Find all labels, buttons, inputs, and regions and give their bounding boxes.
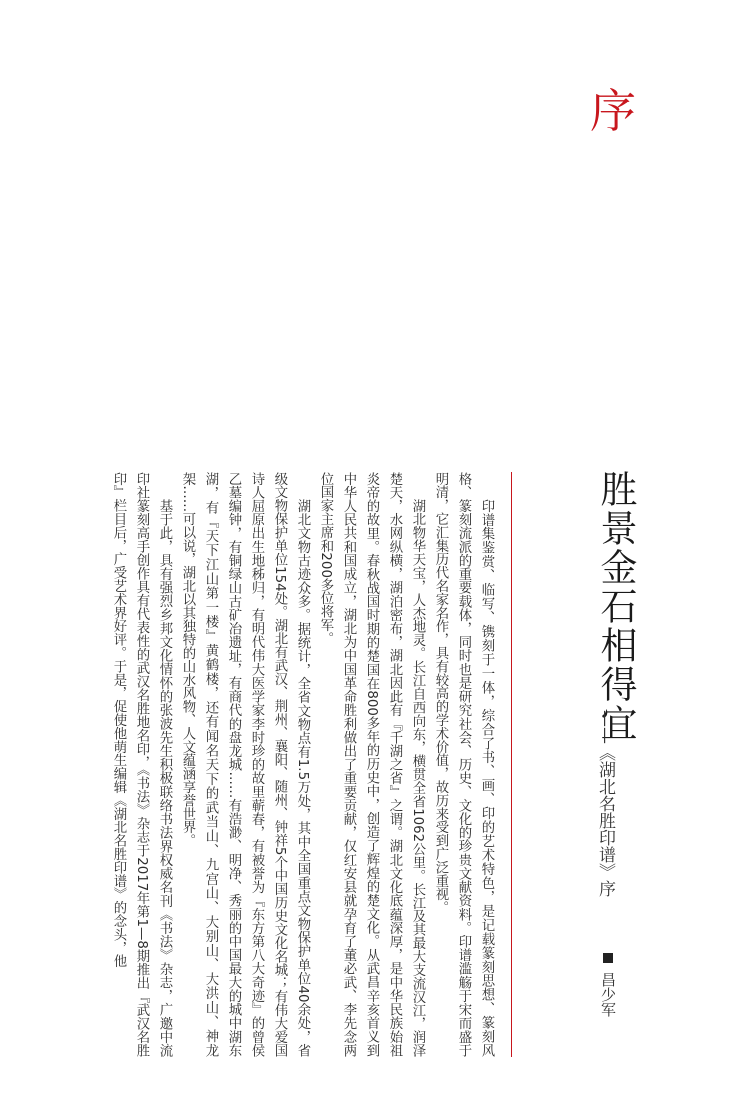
paragraph: 基于此，具有强烈乡邦文化情怀的张波先生积极联络书法界权威名刊《书法》杂志，广邀中流印社篆刻高手创作具有代表性的武汉名胜地名印，《书法》杂志于2017年第1—8期推出『武汉名胜印』栏目后，广受艺术界好评。于是，促使他萌生编辑《湖北名胜印谱》的念头，他 — [111, 472, 172, 1057]
paragraph: 湖北物华天宝，人杰地灵。长江自西向东，横贯全省1062公里。长江及其最大支流汉江，润泽楚天，水网纵横，湖泊密布，湖北因此有『千湖之省』之谓。湖北文化底蕴深厚，是中华民族始祖炎帝的故里。春秋战国时期的楚国在800多年的历史中，创造了辉煌的楚文化。从武昌辛亥首义到中华人民共和国成立，湖北为中国革命胜利做出了重要贡献，仅红安县就孕育了董必武、李先念两位国家主席和200多位将军。 — [318, 472, 425, 1057]
article-subtitle: ——《湖北名胜印谱》序 — [595, 710, 615, 897]
article-body — [107, 472, 498, 1057]
article-title: 胜景金石相得宜 — [594, 470, 637, 743]
section-heading: 序 — [590, 84, 636, 138]
red-divider-line — [511, 472, 512, 1057]
paragraph: 湖北文物古迹众多。据统计，全省文物点有1.5万处，其中全国重点文物保护单位40余处，省级文物保护单位154处。湖北有武汉、荆州、襄阳、随州、钟祥5个中国历史文化名城；有伟大爱国诗人屈原出生地秭归，有明代伟大医学家李时珍的故里蕲春，有被誉为『东方第八大奇迹』的曾侯乙墓编钟，有铜绿山古矿冶遗址，有商代的盘龙城……有浩渺、明净、秀丽的中国最大的城中湖东湖，有『天下江山第一楼』黄鹤楼，还有闻名天下的武当山、九宫山、大别山、大洪山、神龙架……可以说，湖北以其独特的山水风物、人文蕴涵享誉世界。 — [180, 472, 310, 1057]
paragraph: 印谱集鉴赏、临写、镌刻于一体，综合了书、画、印的艺术特色，是记载篆刻思想、篆刻风格、篆刻流派的重要载体，同时也是研究社会、历史、文化的珍贵文献资料。印谱滥觞于宋而盛于明清，它汇集历代名家名作，具有较高的学术价值，故历来受到广泛重视。 — [433, 472, 494, 1057]
author-byline — [598, 953, 618, 1017]
author-name: 昌少军 — [599, 971, 617, 1017]
square-bullet-icon — [603, 953, 613, 963]
